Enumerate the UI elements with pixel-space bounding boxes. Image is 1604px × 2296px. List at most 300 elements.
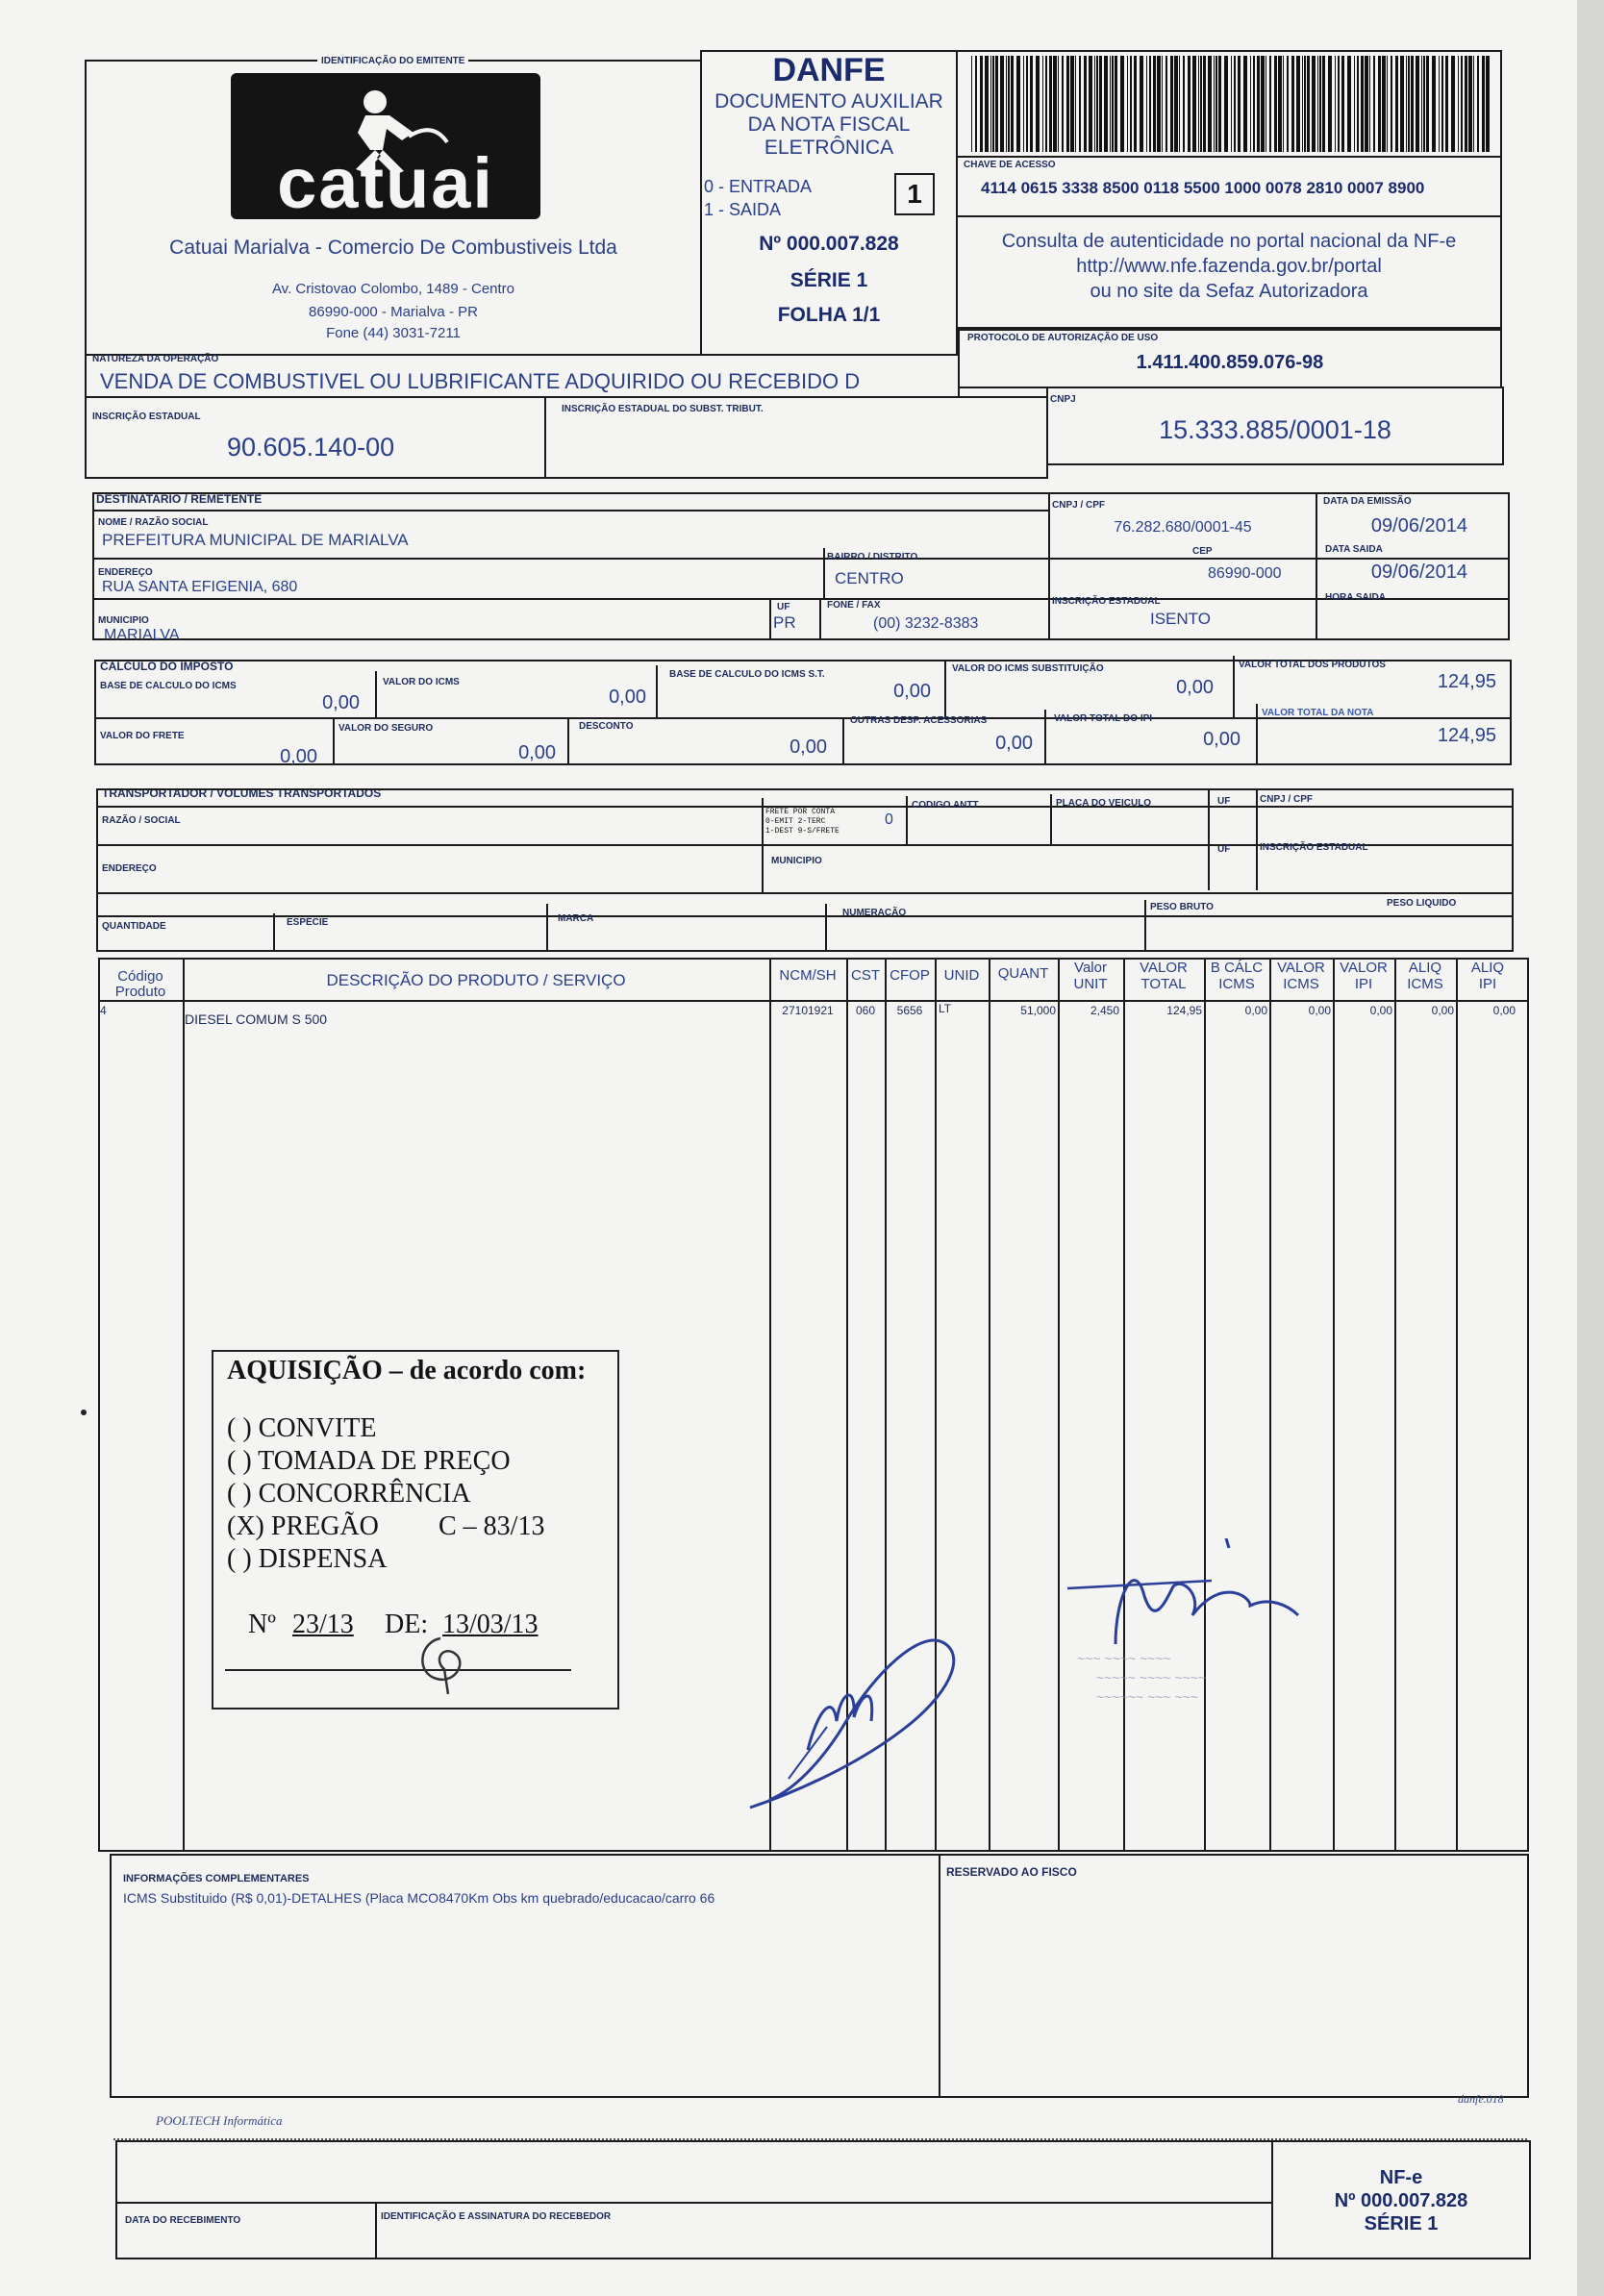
barcode-bar: [1312, 56, 1316, 152]
barcode-bar: [1170, 56, 1173, 152]
barcode-icon: [971, 56, 1491, 152]
cnpj-value: 15.333.885/0001-18: [1159, 415, 1391, 444]
frete-line3: 1-DEST 9-S/FRETE: [765, 827, 840, 836]
imposto-divider: [656, 665, 658, 717]
frete-line1: FRETE POR CONTA: [765, 808, 836, 816]
stamp-numero: 23/13: [292, 1610, 354, 1639]
barcode-bar: [1096, 56, 1098, 152]
barcode-bar: [1084, 56, 1087, 152]
dest-cnpj: 76.282.680/0001-45: [1114, 519, 1252, 536]
hdr-vicms-line2: ICMS: [1283, 976, 1319, 992]
transp-peso-bruto-label: PESO BRUTO: [1150, 902, 1214, 912]
transp-especie-label: ESPÉCIE: [287, 917, 329, 928]
frete-line2: 0-EMIT 2-TERC: [765, 817, 826, 826]
barcode-bar: [1354, 56, 1355, 152]
barcode-bar: [1421, 56, 1422, 152]
canhoto-divider: [375, 2202, 377, 2259]
canhoto-data-label: DATA DO RECEBIMENTO: [125, 2215, 241, 2226]
row-vipi: 0,00: [1369, 1004, 1392, 1017]
outras: 0,00: [995, 733, 1033, 754]
transp-divider: [825, 904, 827, 952]
barcode-bar: [1482, 56, 1485, 152]
dest-nome-label: NOME / RAZÃO SOCIAL: [98, 517, 209, 528]
barcode-bar: [1042, 56, 1043, 152]
imposto-divider: [567, 717, 569, 765]
hdr-cst: CST: [851, 967, 880, 984]
barcode-bar: [1000, 56, 1004, 152]
transp-uf-label: UF: [1217, 796, 1231, 807]
total-produtos: 124,95: [1437, 671, 1496, 692]
chave-value: 4114 0615 3338 8500 0118 5500 1000 0078 2810 0007 8900: [981, 179, 1425, 197]
barcode-bar: [1347, 56, 1351, 152]
barcode-bar: [1049, 56, 1052, 152]
stamp-data: 13/03/13: [442, 1610, 539, 1639]
barcode-bar: [1026, 56, 1028, 152]
dest-divider: [823, 548, 825, 598]
hdr-aipi-line2: IPI: [1478, 976, 1497, 992]
barcode-bar: [1317, 56, 1318, 152]
danfe-numero: Nº 000.007.828: [759, 233, 899, 255]
hdr-bcalc-line2: ICMS: [1218, 976, 1255, 992]
barcode-bar: [1274, 56, 1277, 152]
barcode-bar: [1373, 56, 1375, 152]
hdr-aicms-line1: ALIQ: [1408, 960, 1442, 976]
hdr-aicms-line2: ICMS: [1407, 976, 1443, 992]
barcode-bar: [1036, 56, 1040, 152]
frete-value: 0: [885, 811, 893, 828]
dest-divider: [819, 598, 821, 640]
barcode-bar: [1110, 56, 1111, 152]
canhoto-serie: SÉRIE 1: [1364, 2213, 1439, 2234]
barcode-bar: [1099, 56, 1102, 152]
stamp-opt-pregao: (X) PREGÃO: [227, 1511, 379, 1541]
aquisicao-stamp: [212, 1350, 619, 1710]
consulta-line2: http://www.nfe.fazenda.gov.br/portal: [1076, 256, 1382, 277]
total-produtos-label: VALOR TOTAL DOS PRODUTOS: [1239, 660, 1386, 670]
row-descricao: DIESEL COMUM S 500: [185, 1011, 328, 1027]
secretary-signature-icon: [1058, 1538, 1385, 1721]
barcode-bar: [1473, 56, 1474, 152]
barcode-bar: [1468, 56, 1472, 152]
software-credit: POOLTECH Informática: [156, 2113, 283, 2128]
barcode-bar: [1365, 56, 1368, 152]
transp-divider: [96, 892, 1514, 894]
transp-numeracao-label: NUMERAÇÃO: [842, 908, 907, 918]
barcode-bar: [1378, 56, 1381, 152]
svg-text:~~~~~ ~~~~ ~~~~: ~~~~~ ~~~~ ~~~~: [1096, 1670, 1207, 1685]
barcode-bar: [1127, 56, 1128, 152]
row-codigo: 4: [100, 1004, 107, 1017]
transp-municipio-label: MUNICIPIO: [771, 856, 822, 866]
stamp-opt-pregao-code: C – 83/13: [439, 1511, 545, 1541]
barcode-bar: [1140, 56, 1143, 152]
hdr-vtotal-line2: TOTAL: [1140, 976, 1187, 992]
hdr-vtotal-line1: VALOR: [1140, 960, 1188, 976]
barcode-bar: [1149, 56, 1151, 152]
hdr-bcalc-line1: B CÁLC: [1210, 960, 1264, 976]
svg-text:~~~~~~ ~~~ ~~~: ~~~~~~ ~~~ ~~~: [1096, 1689, 1198, 1705]
frete: 0,00: [280, 746, 317, 767]
barcode-bar: [1357, 56, 1359, 152]
barcode-bar: [1304, 56, 1306, 152]
barcode-bar: [1183, 56, 1185, 152]
dest-divider: [1048, 492, 1050, 640]
valor-st-label: VALOR DO ICMS SUBSTITUIÇÃO: [952, 663, 1104, 674]
hdr-aipi: [1456, 960, 1519, 992]
barcode-bar: [1439, 56, 1440, 152]
produtos-column-divider: [183, 958, 185, 1852]
barcode-bar: [1134, 56, 1137, 152]
dest-fone-label: FONE / FAX: [827, 600, 881, 611]
danfe-title: DANFE: [772, 52, 886, 88]
stamp-opt-convite: ( ) CONVITE: [227, 1413, 377, 1443]
barcode-bar: [1188, 56, 1190, 152]
transp-divider: [762, 798, 764, 894]
imposto-divider: [1044, 710, 1046, 765]
barcode-bar: [1008, 56, 1010, 152]
barcode-bar: [1066, 56, 1069, 152]
barcode-bar: [1458, 56, 1459, 152]
transp-marca-label: MARCA: [558, 913, 594, 924]
imposto-divider: [842, 717, 844, 765]
row-vtotal: 124,95: [1166, 1004, 1202, 1017]
seguro-label: VALOR DO SEGURO: [338, 723, 434, 734]
transp-endereco-label: ENDEREÇO: [102, 863, 157, 874]
barcode-bar: [1391, 56, 1392, 152]
stamp-opt-dispensa: ( ) DISPENSA: [227, 1544, 388, 1574]
barcode-bar: [995, 56, 998, 152]
barcode-bar: [1291, 56, 1294, 152]
transp-razao-label: RAZÃO / SOCIAL: [102, 815, 181, 826]
barcode-bar: [1120, 56, 1124, 152]
dest-municipio: MARIALVA: [104, 627, 180, 643]
transp-uf2-label: UF: [1217, 844, 1231, 855]
barcode-bar: [1328, 56, 1332, 152]
transp-cnpj-label: CNPJ / CPF: [1260, 794, 1314, 805]
barcode-bar: [1408, 56, 1410, 152]
barcode-bar: [1016, 56, 1020, 152]
base-icms-label: BASE DE CALCULO DO ICMS: [100, 681, 237, 691]
dest-hora-saida-label: HORA SAIDA: [1325, 592, 1386, 603]
stamp-numero-prefix: Nº: [248, 1610, 276, 1639]
hdr-vipi-line1: VALOR: [1340, 960, 1388, 976]
danfe-subtitle2: DA NOTA FISCAL: [747, 113, 911, 136]
chave-label: CHAVE DE ACESSO: [964, 160, 1056, 170]
hdr-aicms: [1394, 960, 1456, 992]
canhoto-divider: [115, 2202, 1271, 2204]
barcode-bar: [1486, 56, 1490, 152]
transp-divider: [906, 796, 908, 844]
barcode-bar: [1432, 56, 1436, 152]
barcode-bar: [1257, 56, 1260, 152]
base-st-label: BASE DE CALCULO DO ICMS S.T.: [669, 669, 825, 680]
barcode-bar: [1075, 56, 1076, 152]
ie-value: 90.605.140-00: [227, 433, 395, 462]
stamp-data-prefix: DE:: [385, 1610, 429, 1639]
barcode-bar: [1157, 56, 1161, 152]
valor-icms: 0,00: [609, 686, 646, 708]
barcode-bar: [1269, 56, 1271, 152]
barcode-bar: [1179, 56, 1180, 152]
valor-st: 0,00: [1176, 677, 1214, 698]
dest-municipio-label: MUNICIPIO: [98, 615, 149, 626]
imposto-divider: [375, 671, 377, 717]
barcode-bar: [1406, 56, 1407, 152]
transp-placa-label: PLACA DO VEICULO: [1056, 798, 1152, 809]
row-bcalc: 0,00: [1244, 1004, 1267, 1017]
info-label: INFORMAÇÕES COMPLEMENTARES: [123, 1873, 310, 1884]
barcode-bar: [1243, 56, 1247, 152]
stamp-underline: [225, 1669, 571, 1671]
ie-st-label: INSCRIÇÃO ESTADUAL DO SUBST. TRIBUT.: [562, 404, 764, 414]
cnpj-label: CNPJ: [1050, 394, 1076, 405]
barcode-bar: [985, 56, 989, 152]
barcode-bar: [1307, 56, 1310, 152]
canhoto-nfe: NF-e: [1379, 2167, 1423, 2188]
svg-text:~~~ ~~~~ ~~~~: ~~~ ~~~~ ~~~~: [1077, 1651, 1171, 1666]
barcode-bar: [1416, 56, 1419, 152]
row-vunit: 2,450: [1090, 1004, 1119, 1017]
imposto-divider: [1256, 704, 1258, 765]
barcode-bar: [1477, 56, 1479, 152]
transp-divider: [1144, 900, 1146, 952]
barcode-bar: [1335, 56, 1336, 152]
dest-ie-label: INSCRIÇÃO ESTADUAL: [1052, 596, 1161, 607]
danfe-entrada: 0 - ENTRADA: [704, 177, 813, 196]
consulta-line1: Consulta de autenticidade no portal nacional da NF-e: [1001, 231, 1457, 252]
barcode-bar: [1287, 56, 1289, 152]
hdr-vunit-line1: Valor: [1074, 960, 1107, 976]
ipi-label: VALOR TOTAL DO IPI: [1054, 713, 1153, 724]
danfe-subtitle1: DOCUMENTO AUXILIAR: [714, 90, 943, 112]
barcode-bar: [1283, 56, 1284, 152]
barcode-bar: [1115, 56, 1117, 152]
hdr-aipi-line1: ALIQ: [1470, 960, 1505, 976]
danfe-tipo-box: 1: [894, 173, 935, 215]
row-quant: 51,000: [1020, 1004, 1056, 1017]
barcode-bar: [992, 56, 994, 152]
protocolo-label: PROTOCOLO DE AUTORIZAÇÃO DE USO: [967, 333, 1159, 343]
hdr-vipi-line2: IPI: [1354, 976, 1373, 992]
dest-ie: ISENTO: [1150, 610, 1211, 628]
barcode-bar: [1070, 56, 1074, 152]
transp-divider: [1256, 790, 1258, 890]
fisco-label: RESERVADO AO FISCO: [946, 1865, 1077, 1879]
barcode-bar: [1296, 56, 1300, 152]
imposto-divider: [944, 660, 946, 717]
logo-text: catuai: [277, 143, 494, 223]
ie-label: INSCRIÇÃO ESTADUAL: [92, 412, 201, 422]
produtos-column-divider: [1456, 958, 1458, 1852]
imposto-divider: [333, 717, 335, 765]
barcode-bar: [1231, 56, 1232, 152]
barcode-bar: [1146, 56, 1147, 152]
barcode-bar: [1319, 56, 1321, 152]
barcode-bar: [975, 56, 977, 152]
barcode-bar: [1302, 56, 1303, 152]
barcode-bar: [1006, 56, 1007, 152]
dest-cep: 86990-000: [1208, 565, 1282, 582]
dest-cnpj-label: CNPJ / CPF: [1052, 500, 1106, 511]
barcode-bar: [1112, 56, 1114, 152]
hdr-vunit-line2: UNIT: [1073, 976, 1108, 992]
barcode-bar: [1094, 56, 1095, 152]
barcode-bar: [1089, 56, 1092, 152]
barcode-bar: [1261, 56, 1265, 152]
barcode-bar: [1174, 56, 1178, 152]
barcode-bar: [1338, 56, 1340, 152]
barcode-bar: [1162, 56, 1163, 152]
dest-uf-label: UF: [777, 602, 790, 612]
dest-endereco: RUA SANTA EFIGENIA, 680: [102, 579, 298, 595]
hdr-cfop: CFOP: [890, 967, 930, 984]
transp-antt-label: CODIGO ANTT: [912, 800, 979, 811]
signature-icon: [740, 1635, 990, 1817]
dest-bairro: CENTRO: [835, 569, 904, 587]
barcode-bar: [1451, 56, 1455, 152]
emitente-section-label: IDENTIFICAÇÃO DO EMITENTE: [317, 56, 468, 66]
dest-data-saida: 09/06/2014: [1370, 562, 1467, 583]
row-ncm: 27101921: [782, 1004, 834, 1017]
barcode-bar: [1011, 56, 1014, 152]
transp-divider: [1208, 790, 1210, 890]
hdr-ncm: NCM/SH: [779, 967, 837, 984]
produtos-column-divider: [1394, 958, 1396, 1852]
barcode-bar: [1062, 56, 1064, 152]
hdr-bcalc: [1204, 960, 1269, 992]
dest-cep-label: CEP: [1192, 546, 1213, 557]
dest-nome: PREFEITURA MUNICIPAL DE MARIALVA: [102, 531, 409, 549]
danfe-ref: danfe.018: [1458, 2092, 1504, 2106]
protocolo-value: 1.411.400.859.076-98: [1136, 352, 1324, 373]
stamp-initials-icon: [402, 1631, 479, 1698]
dest-divider: [92, 558, 1510, 560]
destinatario-box: [92, 492, 1510, 640]
info-divider: [939, 1854, 940, 2098]
barcode-bar: [1253, 56, 1255, 152]
total-nota-label: VALOR TOTAL DA NOTA: [1262, 708, 1374, 718]
barcode-bar: [971, 56, 972, 152]
stamp-title: AQUISIÇÃO – de acordo com:: [227, 1356, 587, 1385]
page-edge-shadow: [1577, 0, 1604, 2296]
row-aipi: 0,00: [1492, 1004, 1516, 1017]
consulta-line3: ou no site da Sefaz Autorizadora: [1090, 281, 1368, 302]
barcode-bar: [1023, 56, 1024, 152]
barcode-bar: [1218, 56, 1221, 152]
barcode-bar: [1445, 56, 1448, 152]
desconto-label: DESCONTO: [579, 721, 634, 732]
danfe-serie: SÉRIE 1: [789, 269, 868, 291]
barcode-bar: [1411, 56, 1414, 152]
dest-data-emissao: 09/06/2014: [1370, 515, 1467, 537]
barcode-bar: [1238, 56, 1241, 152]
produto-row: [98, 1002, 1529, 1025]
natureza-value: VENDA DE COMBUSTIVEL OU LUBRIFICANTE ADQUIRIDO OU RECEBIDO D: [100, 369, 861, 393]
catuai-logo: [231, 73, 540, 223]
barcode-bar: [1192, 56, 1196, 152]
imposto-divider: [1233, 656, 1235, 717]
canhoto-ident-label: IDENTIFICAÇÃO E ASSINATURA DO RECEBEDOR: [381, 2211, 612, 2222]
barcode-bar: [1322, 56, 1325, 152]
barcode-bar: [1423, 56, 1425, 152]
barcode-bar: [1387, 56, 1388, 152]
emitente-address-line2: 86990-000 - Marialva - PR: [309, 304, 478, 320]
natureza-label: NATUREZA DA OPERAÇÃO: [92, 354, 219, 364]
stamp-opt-tomada: ( ) TOMADA DE PREÇO: [227, 1446, 511, 1476]
hdr-vipi: [1333, 960, 1394, 992]
dest-bairro-label: BAIRRO / DISTRITO: [827, 552, 918, 562]
hdr-vicms-line1: VALOR: [1277, 960, 1325, 976]
hdr-quant: QUANT: [997, 965, 1049, 982]
base-icms: 0,00: [322, 692, 360, 713]
dest-uf: PR: [773, 613, 796, 632]
barcode-bar: [1104, 56, 1108, 152]
transp-divider: [546, 904, 548, 952]
transp-divider: [273, 913, 275, 952]
transportador-title: TRANSPORTADOR / VOLUMES TRANSPORTADOS: [102, 786, 382, 800]
barcode-bar: [1045, 56, 1047, 152]
dest-data-emissao-label: DATA DA EMISSÃO: [1323, 496, 1412, 507]
barcode-bar: [1395, 56, 1398, 152]
barcode-bar: [1341, 56, 1344, 152]
barcode-bar: [1079, 56, 1081, 152]
row-unid: LT: [939, 1002, 952, 1015]
barcode-bar: [1200, 56, 1202, 152]
barcode-bar: [1234, 56, 1236, 152]
danfe-saida: 1 - SAIDA: [704, 200, 782, 219]
barcode-bar: [1224, 56, 1228, 152]
valor-icms-label: VALOR DO ICMS: [383, 677, 460, 687]
barcode-bar: [990, 56, 991, 152]
dest-fone: (00) 3232-8383: [873, 615, 979, 632]
barcode-bar: [1165, 56, 1167, 152]
barcode-bar: [1030, 56, 1033, 152]
row-cst: 060: [855, 1004, 876, 1017]
transp-divider: [1050, 794, 1052, 844]
emitente-address-line1: Av. Cristovao Colombo, 1489 - Centro: [271, 281, 515, 297]
barcode-bar: [1198, 56, 1199, 152]
dest-divider: [769, 598, 771, 640]
hdr-unid: UNID: [943, 967, 980, 984]
barcode-bar: [1461, 56, 1463, 152]
barcode-bar: [1053, 56, 1057, 152]
barcode-bar: [1058, 56, 1059, 152]
destinatario-title: DESTINATARIO / REMETENTE: [96, 492, 263, 506]
barcode-bar: [1465, 56, 1467, 152]
barcode-bar: [1214, 56, 1215, 152]
barcode-bar: [980, 56, 983, 152]
dest-divider: [92, 598, 1510, 600]
transp-peso-liquido-label: PESO LIQUIDO: [1387, 898, 1457, 909]
margin-dot: [81, 1410, 87, 1415]
barcode-bar: [1208, 56, 1212, 152]
dest-endereco-label: ENDEREÇO: [98, 567, 153, 578]
hdr-codigo: [98, 969, 183, 1000]
hdr-vtotal: [1123, 960, 1204, 992]
barcode-bar: [1216, 56, 1217, 152]
danfe-folha: FOLHA 1/1: [777, 304, 881, 326]
seguro: 0,00: [518, 742, 556, 763]
imposto-title: CÁLCULO DO IMPOSTO: [100, 660, 234, 673]
barcode-bar: [1130, 56, 1132, 152]
danfe-subtitle3: ELETRÔNICA: [764, 137, 894, 159]
barcode-bar: [1250, 56, 1251, 152]
hdr-vicms: [1269, 960, 1333, 992]
total-nota: 124,95: [1437, 725, 1496, 746]
stamp-opt-concorrencia: ( ) CONCORRÊNCIA: [227, 1479, 471, 1509]
barcode-bar: [1203, 56, 1206, 152]
dest-divider: [92, 510, 1050, 512]
